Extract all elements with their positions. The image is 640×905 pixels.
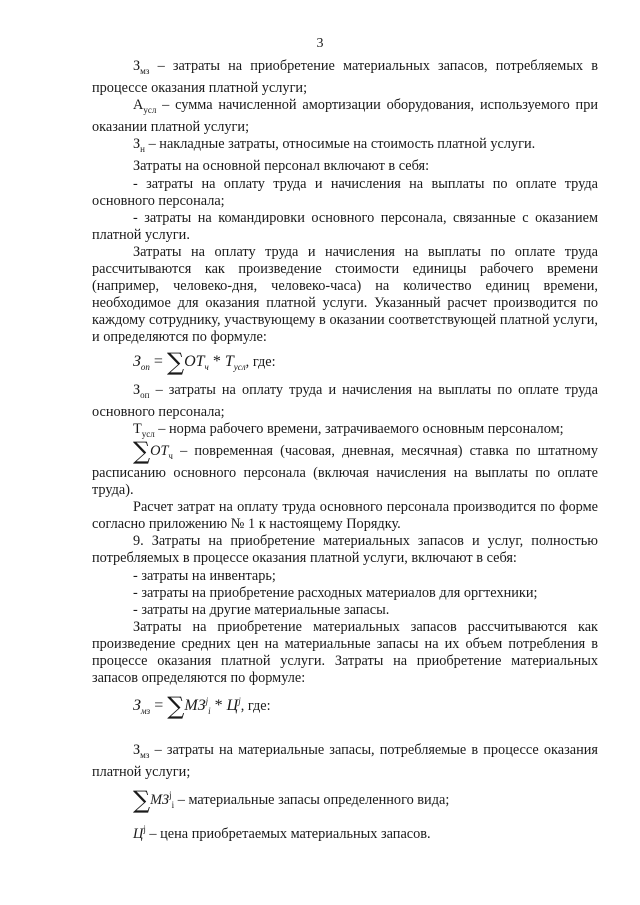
def-ot: $\sum ОТ_ч$ – повременная (часовая, дневная, месячная) ставка по штатному расписанию основного персонала (включая начисления на выплаты по оплате труда). [92, 436, 598, 499]
para-materials: Затраты на приобретение материальных запасов рассчитываются как произведение средних цен на материальные запасы на их объем потребления в процессе оказания платной услуги. Затраты на приобретение материальных запасов определяются по формуле: [92, 618, 598, 687]
formula-zmz: $З_{мз} = \sum МЗ^j_i * Ц^j$, где: [133, 692, 271, 721]
list-item-pay: - затраты на оплату труда и начисления на выплаты по оплате труда основного персонала; [92, 175, 598, 209]
para-personnel: Затраты на основной персонал включают в себя: [133, 158, 430, 175]
list-item-travel: - затраты на командировки основного персонала, связанные с оказанием платной услуги. [92, 209, 598, 243]
def-tusl: $Т_{усл}$ – норма рабочего времени, затрачиваемого основным персоналом; [133, 420, 564, 439]
list-item: - затраты на приобретение расходных материалов для оргтехники; [133, 584, 538, 601]
formula-zop: $З_{оп} = \sum ОТ_ч * Т_{усл}$, где: [133, 347, 276, 376]
para-calculation: Затраты на оплату труда и начисления на выплаты по оплате труда рассчитываются как произведение стоимости единицы рабочего времени (например, человеко-дня, человеко-часа) на количество единиц времени, необходимое для оказания платной услуги. Указанный расчет производится по каждому сотруднику, участвующему в оказании соответствующей платной услуги, и определяются по формуле: [92, 243, 598, 346]
para-9: 9. Затраты на приобретение материальных запасов и услуг, полностью потребляемых в процессе оказания платной услуги, включают в себя: [92, 533, 598, 567]
list-item: - затраты на другие материальные запасы. [133, 601, 390, 618]
para-form: Расчет затрат на оплату труда основного персонала производится по форме согласно приложению № 1 к настоящему Порядку. [92, 499, 598, 533]
def-zop: $З_{оп}$ – затраты на оплату труда и начисления на выплаты по оплате труда основного персонала; [92, 381, 598, 420]
def-mz: $\sum МЗ^j_i$ – материальные запасы определенного вида; [133, 786, 450, 815]
def-zmz: $З_{мз}$ – затраты на материальные запасы, потребляемые в процессе оказания платной услуги; [92, 742, 598, 781]
def-amortization: $А_{усл}$ – сумма начисленной амортизации оборудования, используемого при оказании платной услуги; [92, 97, 598, 136]
def-price: $Ц^j$ – цена приобретаемых материальных запасов. [133, 823, 431, 842]
page-body [92, 58, 598, 843]
def-zmz-intro: $З_{мз}$ – затраты на приобретение материальных запасов, потребляемых в процессе оказания платной услуги; [92, 58, 598, 97]
def-overhead: $З_н$ – накладные затраты, относимые на стоимость платной услуги. [133, 136, 536, 155]
list-item: - затраты на инвентарь; [133, 567, 276, 584]
page-number: 3 [316, 36, 324, 51]
